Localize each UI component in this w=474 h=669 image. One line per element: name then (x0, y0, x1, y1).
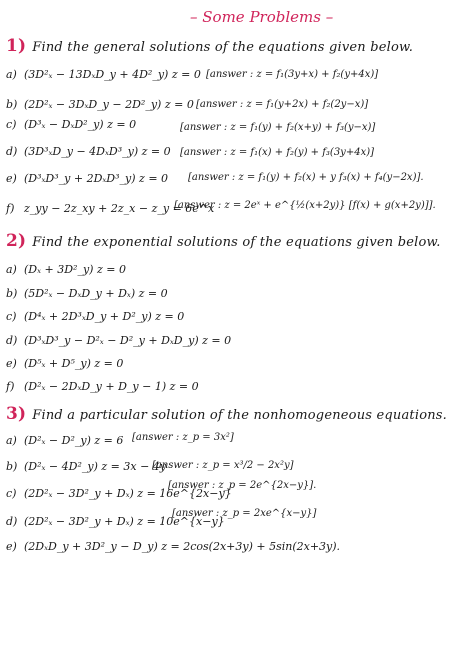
answer-3b: [answer : z_p = x³/2 − 2x²y] (152, 460, 294, 471)
problem-1f: f) z_yy − 2z_xy + 2z_x − z_y = 6e^x (6, 202, 215, 215)
equation: (2D²ₓ − 3DₓD_y − 2D²_y) z = 0 (24, 98, 194, 111)
equation: (3D²ₓ − 13DₓD_y + 4D²_y) z = 0 (24, 68, 201, 81)
section-number: 1) (6, 36, 27, 56)
section-heading-text: Find the exponential solutions of the equations given below. (32, 235, 441, 250)
problem-2d: d) (D³ₓD³_y − D²ₓ − D²_y + DₓD_y) z = 0 (6, 334, 232, 347)
answer-1d: [answer : z = f₁(x) + f₂(y) + f₃(3y+4x)] (180, 147, 375, 158)
equation: (2D²ₓ − 3D²_y + Dₓ) z = 16e^{2x−y} (24, 487, 232, 500)
equation: (D⁵ₓ + D⁵_y) z = 0 (24, 357, 124, 370)
equation: (2D²ₓ − 3D²_y + Dₓ) z = 10e^{x−y} (24, 515, 225, 528)
problem-2f: f) (D²ₓ − 2DₓD_y + D_y − 1) z = 0 (6, 380, 199, 393)
page-title: – Some Problems – (190, 8, 334, 26)
answer-3a: [answer : z_p = 3x²] (132, 432, 234, 443)
answer-1f: [answer : z = 2eˣ + e^{½(x+2y)} [f(x) + g(x+2y)]]. (174, 200, 436, 211)
section-1-heading (6, 36, 413, 56)
problem-2b: b) (5D²ₓ − DₓD_y + Dₓ) z = 0 (6, 287, 168, 300)
problem-3c: c) (2D²ₓ − 3D²_y + Dₓ) z = 16e^{2x−y} (6, 487, 232, 500)
problem-1a: a) (3D²ₓ − 13DₓD_y + 4D²_y) z = 0 (6, 68, 201, 81)
equation: (Dₓ + 3D²_y) z = 0 (24, 263, 126, 276)
problem-2e: e) (D⁵ₓ + D⁵_y) z = 0 (6, 357, 124, 370)
equation: (D³ₓD³_y − D²ₓ − D²_y + DₓD_y) z = 0 (24, 334, 232, 347)
equation: z_yy − 2z_xy + 2z_x − z_y = 6e^x (24, 202, 215, 215)
answer-1b: [answer : z = f₁(y+2x) + f₂(2y−x)] (196, 99, 369, 110)
problem-1b: b) (2D²ₓ − 3DₓD_y − 2D²_y) z = 0 (6, 98, 194, 111)
equation: (5D²ₓ − DₓD_y + Dₓ) z = 0 (24, 287, 168, 300)
equation: (3D³ₓD_y − 4DₓD³_y) z = 0 (24, 145, 171, 158)
answer-1c: [answer : z = f₁(y) + f₂(x+y) + f₃(y−x)] (180, 122, 376, 133)
problem-3d: d) (2D²ₓ − 3D²_y + Dₓ) z = 10e^{x−y} (6, 515, 225, 528)
equation: (D³ₓD³_y + 2DₓD³_y) z = 0 (24, 172, 169, 185)
section-3-heading (6, 404, 447, 424)
problem-1e: e) (D³ₓD³_y + 2DₓD³_y) z = 0 (6, 172, 169, 185)
section-heading-text: Find a particular solution of the nonhomogeneous equations. (32, 408, 448, 423)
problem-1c: c) (D³ₓ − DₓD²_y) z = 0 (6, 118, 137, 131)
equation: (D³ₓ − DₓD²_y) z = 0 (24, 118, 137, 131)
section-number: 3) (6, 404, 27, 424)
problem-2a: a) (Dₓ + 3D²_y) z = 0 (6, 263, 126, 276)
answer-1a: [answer : z = f₁(3y+x) + f₂(y+4x)] (206, 69, 379, 80)
equation: (D²ₓ − 4D²_y) z = 3x − 4y (24, 460, 166, 473)
equation: (D²ₓ − D²_y) z = 6 (24, 434, 124, 447)
answer-3d: [answer : z_p = 2xe^{x−y}] (172, 508, 317, 519)
problem-1d: d) (3D³ₓD_y − 4DₓD³_y) z = 0 (6, 145, 171, 158)
answer-3c: [answer : z_p = 2e^{2x−y}]. (168, 480, 317, 491)
equation: (D⁴ₓ + 2D³ₓD_y + D²_y) z = 0 (24, 310, 185, 323)
equation: (2DₓD_y + 3D²_y − D_y) z = 2cos(2x+3y) + 5sin(2x+3y). (24, 540, 341, 553)
equation: (D²ₓ − 2DₓD_y + D_y − 1) z = 0 (24, 380, 199, 393)
answer-1e: [answer : z = f₁(y) + f₂(x) + y f₃(x) + f₄(y−2x)]. (188, 172, 424, 183)
section-number: 2) (6, 231, 27, 251)
problem-3e: e) (2DₓD_y + 3D²_y − D_y) z = 2cos(2x+3y) + 5sin(2x+3y). (6, 540, 341, 553)
section-heading-text: Find the general solutions of the equations given below. (32, 40, 414, 55)
problem-3b: b) (D²ₓ − 4D²_y) z = 3x − 4y (6, 460, 166, 473)
problem-3a: a) (D²ₓ − D²_y) z = 6 (6, 434, 124, 447)
problem-2c: c) (D⁴ₓ + 2D³ₓD_y + D²_y) z = 0 (6, 310, 185, 323)
section-2-heading (6, 231, 441, 251)
